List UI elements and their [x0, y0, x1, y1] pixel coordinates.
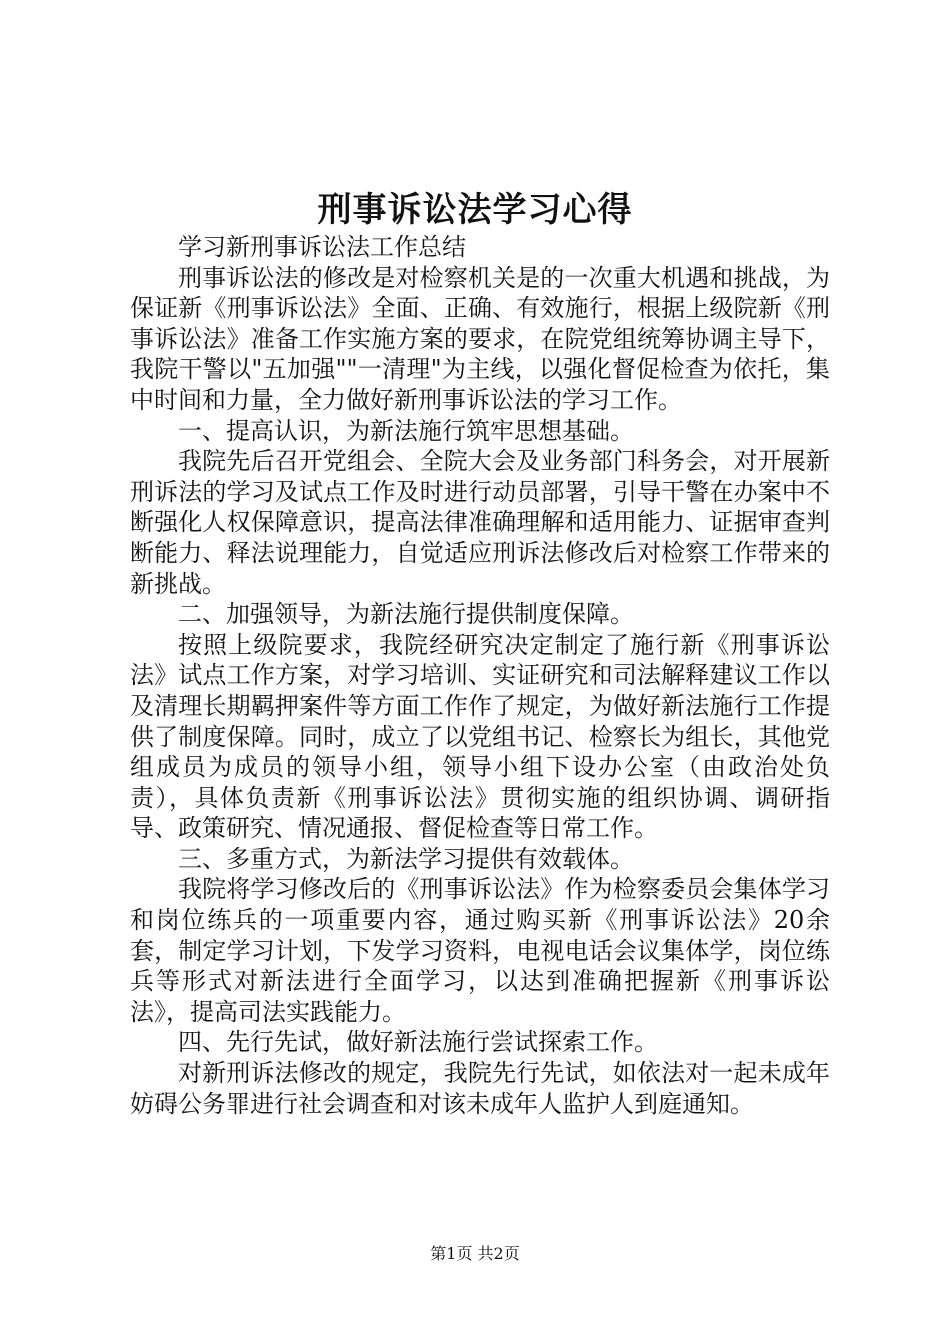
section-paragraph-3: 我院将学习修改后的《刑事诉讼法》作为检察委员会集体学习和岗位练兵的一项重要内容，通过购买新《刑事诉讼法》20余套，制定学习计划，下发学习资料，电视电话会议集体学，岗位练兵等形式对新法进行全面学习，以达到准确把握新《刑事诉讼法》，提高司法实践能力。 [130, 875, 830, 1026]
section-heading-2: 二、加强领导，为新法施行提供制度保障。 [178, 600, 634, 629]
intro-paragraph: 刑事诉讼法的修改是对检察机关是的一次重大机遇和挑战，为保证新《刑事诉讼法》全面、正确、有效施行，根据上级院新《刑事诉讼法》准备工作实施方案的要求，在院党组统筹协调主导下，我院干警以"五加强""一清理"为主线，以强化督促检查为依托，集中时间和力量，全力做好新刑事诉讼法的学习工作。 [130, 263, 830, 414]
section-heading-3: 三、多重方式，为新法学习提供有效载体。 [178, 844, 634, 873]
page-number-footer: 第1页 共2页 [430, 1244, 520, 1263]
section-paragraph-4: 对新刑诉法修改的规定，我院先行先试，如依法对一起未成年妨碍公务罪进行社会调查和对该未成年人监护人到庭通知。 [130, 1059, 830, 1118]
document-body [130, 232, 830, 1119]
section-heading-1: 一、提高认识，为新法施行筑牢思想基础。 [178, 416, 634, 445]
subtitle-paragraph: 学习新刑事诉讼法工作总结 [178, 233, 466, 261]
document-title: 刑事诉讼法学习心得 [317, 190, 633, 230]
section-heading-4: 四、先行先试，做好新法施行尝试探索工作。 [178, 1028, 658, 1057]
section-paragraph-1: 我院先后召开党组会、全院大会及业务部门科务会，对开展新刑诉法的学习及试点工作及时进行动员部署，引导干警在办案中不断强化人权保障意识，提高法律准确理解和适用能力、证据审查判断能力、释法说理能力，自觉适应刑诉法修改后对检察工作带来的新挑战。 [130, 447, 830, 598]
section-paragraph-2: 按照上级院要求，我院经研究决定制定了施行新《刑事诉讼法》试点工作方案，对学习培训、实证研究和司法解释建议工作以及清理长期羁押案件等方面工作作了规定，为做好新法施行工作提供了制度保障。同时，成立了以党组书记、检察长为组长，其他党组成员为成员的领导小组，领导小组下设办公室（由政治处负责），具体负责新《刑事诉讼法》贯彻实施的组织协调、调研指导、政策研究、情况通报、督促检查等日常工作。 [130, 630, 830, 843]
